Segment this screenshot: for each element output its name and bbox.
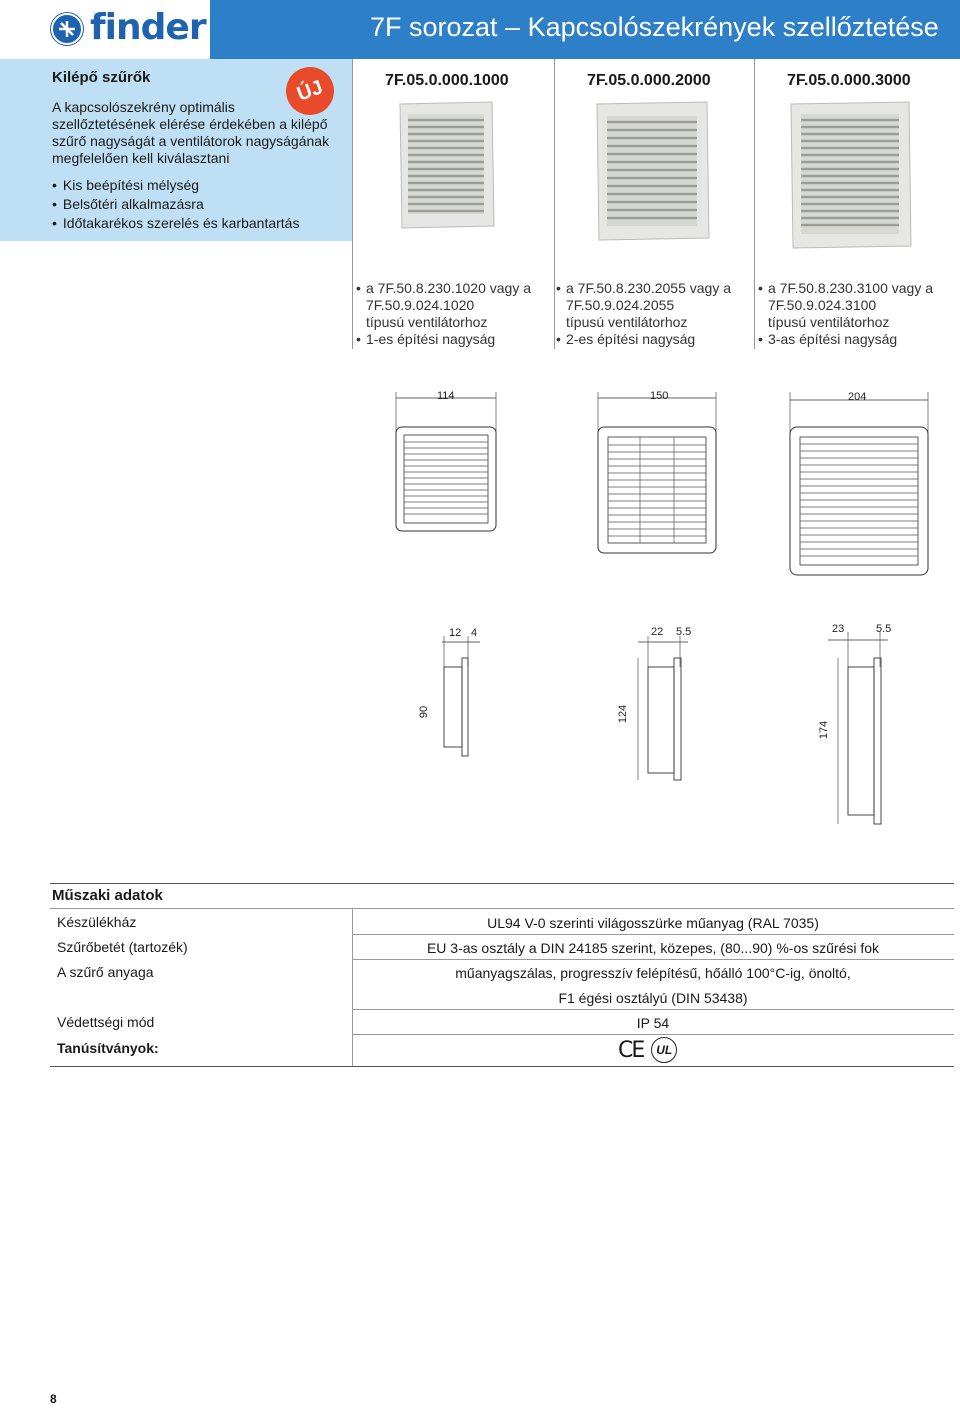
page-header	[0, 0, 960, 59]
intro-description: A kapcsolószekrény optimális szellőztetésének elérése érdekében a kilépő szűrő nagyságát a ventilátorok nagyságának megfelelően kell kiválasztani	[52, 99, 330, 166]
logo	[0, 0, 208, 59]
fan-compat-line: • a 7F.50.8.230.3100 vagy a	[758, 280, 933, 297]
width-dimension-2: 150	[650, 390, 669, 402]
page-number: 8	[50, 1392, 57, 1406]
width-dimension-3: 204	[848, 391, 867, 403]
tech-label: A szűrő anyaga	[57, 964, 154, 980]
table-divider	[352, 959, 954, 960]
flange-dimension-2: 5.5	[676, 626, 692, 638]
intro-title: Kilépő szűrők	[52, 69, 151, 86]
tech-label: Készülékház	[57, 914, 137, 930]
side-drawing-2	[636, 622, 696, 792]
tech-value: F1 égési osztályú (DIN 53438)	[558, 990, 748, 1006]
side-drawing-3	[826, 622, 892, 828]
filter-photo-3	[787, 100, 913, 250]
height-dimension-2: 124	[617, 704, 630, 724]
intro-bullet: • Belsőtéri alkalmazásra	[52, 195, 299, 214]
column-divider	[554, 59, 555, 349]
fan-compat-line: típusú ventilátorhoz	[768, 314, 890, 330]
ul-mark-icon: UL	[651, 1037, 677, 1063]
tech-value: IP 54	[636, 1015, 670, 1031]
tech-label: Védettségi mód	[57, 1014, 155, 1030]
logo-text: finder	[90, 7, 206, 48]
intro-bullets	[52, 176, 299, 233]
fan-list-1	[356, 280, 531, 348]
intro-bullet: • Időtakarékos szerelés és karbantartás	[52, 214, 299, 233]
column-divider	[754, 59, 755, 349]
table-divider	[352, 1009, 954, 1010]
fan-list-3	[758, 280, 933, 348]
tech-value: UL94 V-0 szerinti világosszürke műanyag (RAL 7035)	[487, 915, 819, 931]
intro-bullet: • Kis beépítési mélység	[52, 176, 299, 195]
build-size: • 1-es építési nagyság	[356, 331, 531, 348]
front-drawing-1	[390, 390, 500, 540]
finder-logo-icon	[50, 12, 84, 46]
tech-value: műanyagszálas, progresszív felépítésű, hőálló 100°C-ig, önoltó,	[455, 965, 851, 981]
front-drawing-2	[592, 390, 722, 560]
width-dimension-1: 114	[437, 390, 455, 402]
page-title: 7F sorozat – Kapcsolószekrények szellőztetése	[370, 12, 939, 42]
fan-compat-line: típusú ventilátorhoz	[566, 314, 688, 330]
height-dimension-1: 90	[418, 705, 431, 719]
front-drawing-3	[786, 390, 932, 580]
table-top-border	[50, 883, 954, 884]
table-divider	[352, 1034, 954, 1035]
filter-photo-2	[593, 100, 711, 242]
product-code-1: 7F.05.0.000.1000	[385, 72, 509, 89]
flange-dimension-3: 5.5	[876, 623, 892, 635]
side-drawing-1	[440, 622, 500, 762]
table-bottom-border	[50, 1066, 954, 1067]
product-code-2: 7F.05.0.000.2000	[587, 72, 711, 89]
height-dimension-3: 174	[818, 720, 831, 740]
table-divider	[50, 908, 954, 909]
fan-list-2	[556, 280, 731, 348]
tech-title: Műszaki adatok	[52, 887, 163, 904]
build-size: • 2-es építési nagyság	[556, 331, 731, 348]
product-code-3: 7F.05.0.000.3000	[787, 72, 911, 89]
table-column-divider	[352, 908, 353, 1066]
tech-label: Szűrőbetét (tartozék)	[57, 939, 188, 955]
ce-mark-icon: CE	[618, 1037, 644, 1063]
new-badge: ÚJ	[279, 60, 341, 122]
fan-compat-line: 7F.50.9.024.1020	[366, 297, 475, 313]
cert-marks	[618, 1037, 677, 1063]
title-bar	[210, 0, 960, 59]
cert-label: Tanúsítványok:	[57, 1040, 159, 1056]
fan-compat-line: • a 7F.50.8.230.1020 vagy a	[356, 280, 531, 297]
table-divider	[352, 934, 954, 935]
flange-dimension-1: 4	[471, 627, 478, 639]
tech-value: EU 3-as osztály a DIN 24185 szerint, közepes, (80...90) %-os szűrési fok	[426, 940, 880, 956]
column-divider	[352, 59, 353, 349]
fan-compat-line: típusú ventilátorhoz	[366, 314, 488, 330]
depth-dimension-1: 12	[449, 627, 462, 639]
fan-compat-line: 7F.50.9.024.2055	[566, 297, 675, 313]
build-size: • 3-as építési nagyság	[758, 331, 933, 348]
filter-photo-1	[396, 100, 496, 230]
depth-dimension-2: 22	[651, 626, 664, 638]
fan-compat-line: • a 7F.50.8.230.2055 vagy a	[556, 280, 731, 297]
fan-compat-line: 7F.50.9.024.3100	[768, 297, 877, 313]
depth-dimension-3: 23	[832, 623, 845, 635]
intro-panel	[0, 59, 352, 241]
